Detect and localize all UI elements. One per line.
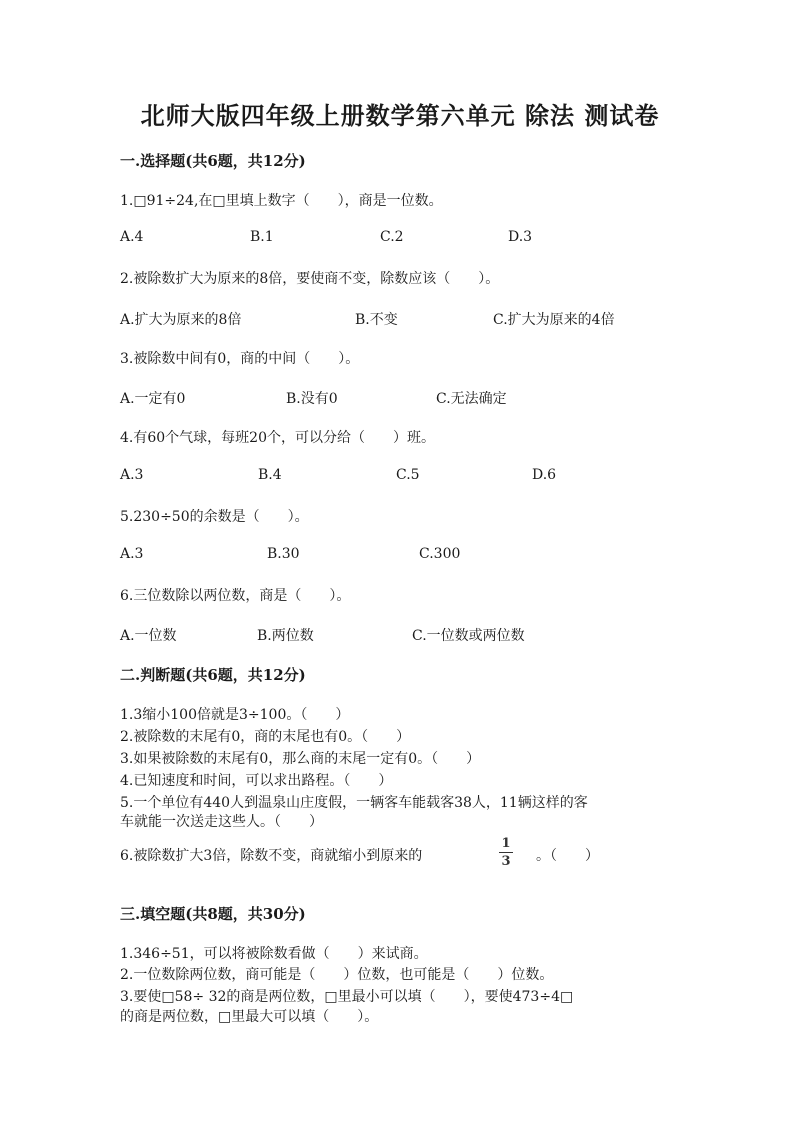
choice-q2-option-b: B.不变	[355, 312, 398, 328]
choice-q6-option-b: B.两位数	[257, 628, 314, 644]
choice-q6-option-a: A.一位数	[120, 628, 177, 644]
choice-question-4: 4.有60个气球，每班20个，可以分给（ ）班。	[120, 430, 435, 446]
judge-question-1: 1.3缩小100倍就是3÷100。（ ）	[120, 707, 350, 723]
judge-question-5-line-2: 车就能一次送走这些人。（ ）	[120, 814, 323, 830]
fraction-one-third	[498, 836, 514, 869]
judge-question-6-text: 6.被除数扩大3倍，除数不变，商就缩小到原来的	[120, 848, 423, 864]
section-heading-fill: 三.填空题(共8题，共30分)	[120, 905, 306, 923]
fraction-bar	[499, 852, 513, 853]
fill-question-1: 1.346÷51，可以将被除数看做（ ）来试商。	[120, 946, 428, 962]
fill-question-3-line-2: 的商是两位数，□里最大可以填（ ）。	[120, 1009, 379, 1025]
page-title: 北师大版四年级上册数学第六单元 除法 测试卷	[140, 101, 660, 130]
choice-question-6: 6.三位数除以两位数，商是（ ）。	[120, 588, 351, 604]
fill-question-3-line-1: 3.要使□58÷ 32的商是两位数，□里最小可以填（ ），要使473÷4□	[120, 989, 574, 1005]
choice-question-3: 3.被除数中间有0，商的中间（ ）。	[120, 351, 360, 367]
choice-q5-option-a: A.3	[120, 546, 144, 562]
choice-question-5: 5.230÷50的余数是（ ）。	[120, 509, 309, 525]
choice-q4-option-b: B.4	[258, 467, 282, 483]
choice-q1-option-a: A.4	[120, 229, 144, 245]
choice-q5-option-c: C.300	[419, 546, 461, 562]
section-heading-choice: 一.选择题(共6题，共12分)	[120, 152, 306, 170]
fraction-numerator: 1	[501, 836, 511, 851]
choice-q3-option-c: C.无法确定	[436, 391, 507, 407]
choice-q5-option-b: B.30	[267, 546, 300, 562]
choice-q1-option-b: B.1	[250, 229, 274, 245]
choice-q4-option-c: C.5	[396, 467, 420, 483]
choice-q3-option-b: B.没有0	[286, 391, 338, 407]
judge-question-2: 2.被除数的末尾有0，商的末尾也有0。（ ）	[120, 729, 411, 745]
choice-question-2: 2.被除数扩大为原来的8倍，要使商不变，除数应该（ ）。	[120, 271, 500, 287]
choice-q3-option-a: A.一定有0	[120, 391, 186, 407]
section-heading-judge: 二.判断题(共6题，共12分)	[120, 666, 306, 684]
choice-q4-option-a: A.3	[120, 467, 144, 483]
judge-question-6-answer: 。（ ）	[536, 848, 599, 864]
choice-q4-option-d: D.6	[532, 467, 557, 483]
judge-question-5-line-1: 5.一个单位有440人到温泉山庄度假，一辆客车能载客38人，11辆这样的客	[120, 795, 588, 811]
judge-question-3: 3.如果被除数的末尾有0，那么商的末尾一定有0。（ ）	[120, 751, 481, 767]
choice-q2-option-c: C.扩大为原来的4倍	[493, 312, 615, 328]
choice-question-1: 1.□91÷24,在□里填上数字（ ），商是一位数。	[120, 193, 443, 209]
fill-question-2: 2.一位数除两位数，商可能是（ ）位数，也可能是（ ）位数。	[120, 967, 554, 983]
choice-q2-option-a: A.扩大为原来的8倍	[120, 312, 242, 328]
judge-question-4: 4.已知速度和时间，可以求出路程。（ ）	[120, 773, 393, 789]
fraction-denominator: 3	[501, 854, 511, 869]
choice-q1-option-d: D.3	[508, 229, 533, 245]
choice-q1-option-c: C.2	[380, 229, 404, 245]
choice-q6-option-c: C.一位数或两位数	[412, 628, 525, 644]
